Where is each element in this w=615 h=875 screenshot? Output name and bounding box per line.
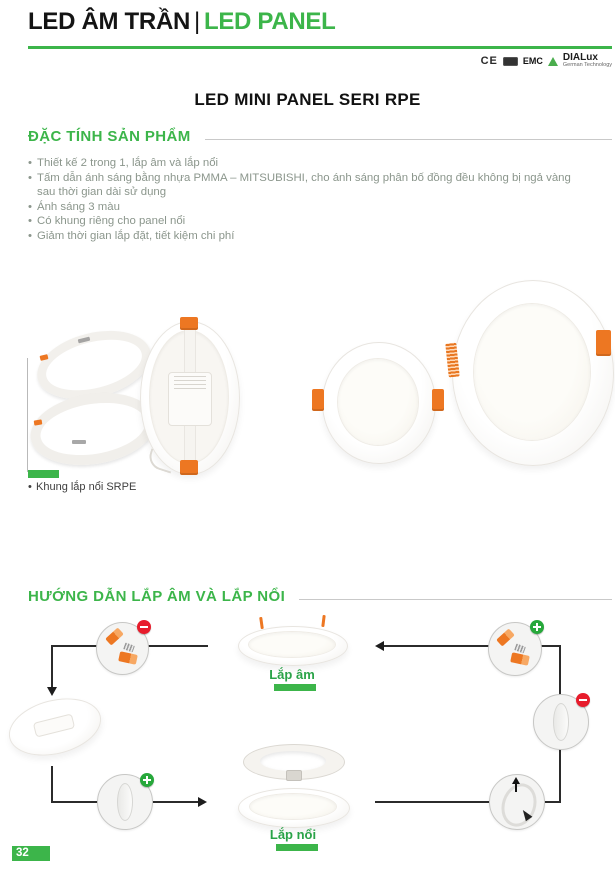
bullet-marker: • [28,157,32,169]
clip-shape [118,651,138,665]
emc-mark: EMC [522,56,543,66]
guide-heading-text: HƯỚNG DẪN LẮP ÂM VÀ LẮP NỔI [28,588,286,605]
arrow-right-icon [198,797,207,807]
feature-item [28,171,590,200]
clip-shape [496,628,515,646]
bullet-marker: • [28,200,32,213]
coil-shape [514,644,526,654]
plus-badge-icon [530,620,544,634]
feature-item [28,200,590,215]
flow-line [51,766,53,803]
page-header-title [28,8,336,36]
feature-text: Thiết kế 2 trong 1, lắp âm và lắp nổi [37,157,219,169]
feature-item [28,214,590,229]
arrow-up-head [512,777,520,784]
feature-text: Giảm thời gian lắp đặt, tiết kiệm chi phí [37,229,235,242]
feature-text: Tấm dẫn ánh sáng bằng nhựa PMMA – MITSUBISHI, cho ánh sáng phân bố đồng đều không bị ngả vàng sau thời gian dài sử dụng [37,171,571,199]
bullet-marker: • [28,481,32,493]
recessed-panel-lens [249,632,335,657]
surface-panel-lens [250,794,336,819]
spring-clip [432,389,444,411]
guide-heading-rule [299,599,612,600]
surface-accent-bar [276,844,318,851]
product-series-title: LED MINI PANEL SERI RPE [194,90,421,109]
features-list [28,156,590,244]
header-title-green: LED PANEL [203,8,336,35]
spring-clip [596,330,611,356]
dialux-logo [563,53,612,69]
clip-pin [259,617,264,629]
spring-clip [180,317,198,330]
panel-side-shape [553,703,569,741]
feature-text: Ánh sáng 3 màu [37,200,120,213]
clip-shape [105,627,124,645]
certification-row [468,52,612,70]
ring-side-shape [496,779,542,831]
ring-slot [72,440,86,444]
arrow-down-icon [47,687,57,696]
bullet-marker: • [28,229,32,242]
panel-lens [338,359,418,445]
plus-badge-icon [140,773,154,787]
detail-bubble-side-attach [97,774,153,830]
flow-line [51,645,53,687]
header-title-black: LED ÂM TRẦN [28,8,191,35]
dialux-subtitle: German Technology [562,62,612,69]
header-separator: | [194,8,200,35]
recessed-accent-bar [274,684,316,691]
panel-side-shape [117,783,133,821]
panel-strap [184,327,196,375]
features-heading-text: ĐẶC TÍNH SẢN PHẨM [28,128,191,145]
surface-ring-latch [286,770,302,781]
clip-pin [321,615,325,627]
detail-bubble-clips-attach [488,622,542,676]
gallery-caption [28,481,136,493]
page-number-text: 32 [16,847,29,859]
surface-ring-hole [260,751,326,771]
features-heading-rule [205,139,612,140]
feature-text: Có khung riêng cho panel nổi [37,215,186,228]
gallery-caption-text: Khung lắp nổi SRPE [36,481,137,493]
detail-bubble-ring-lock [489,774,545,830]
minus-badge-icon [137,620,151,634]
quality-badge-icon [503,57,518,66]
recessed-label: Lắp âm [269,667,315,682]
clip-shape [510,652,530,666]
spring-clip [180,460,198,475]
detail-bubble-side-remove [533,694,589,750]
dialux-name: DIALux [562,51,598,63]
features-section-heading [28,128,612,145]
spring-clip [312,389,324,411]
arrow-left-icon [375,641,384,651]
driver-box [168,372,212,426]
bullet-marker: • [28,215,32,228]
page-number-badge [12,846,50,861]
feature-item [28,156,590,171]
guide-section-heading [28,588,612,605]
feature-item [28,229,590,244]
surface-label: Lắp nổi [269,827,317,842]
header-divider [28,46,612,49]
minus-badge-icon [576,693,590,707]
gallery-left-line [27,358,28,472]
ce-mark-icon: CE [480,55,498,67]
detail-bubble-clips-remove [96,622,149,675]
coil-shape [123,643,135,653]
bullet-marker: • [28,171,32,184]
panel-lens [474,304,590,440]
gallery-accent-bar [28,470,59,478]
cert-triangle-icon [548,57,558,66]
arrow-up-icon [515,783,517,792]
